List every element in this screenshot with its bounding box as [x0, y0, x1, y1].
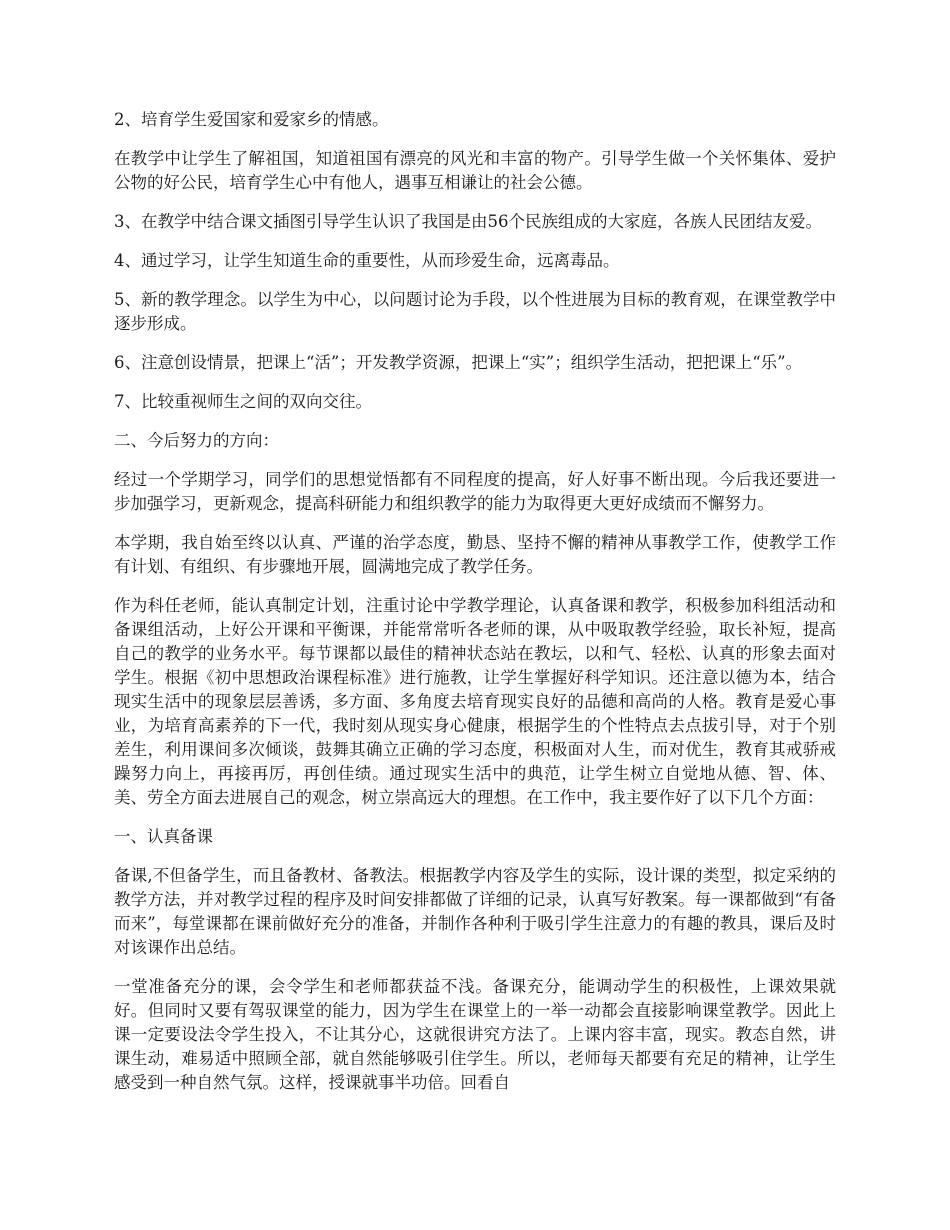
- paragraph-motherland: 在教学中让学生了解祖国，知道祖国有漂亮的风光和丰富的物产。引导学生做一个关怀集体、爱护公物的好公民，培育学生心中有他人，遇事互相谦让的社会公德。: [114, 149, 836, 192]
- paragraph-work-attitude: 本学期，我自始至终以认真、严谨的治学态度，勤恳、坚持不懈的精神从事教学工作，使教学工作有计划、有组织、有步骤地开展，圆满地完成了教学任务。: [114, 533, 836, 576]
- paragraph-semester-summary: 经过一个学期学习，同学们的思想觉悟都有不同程度的提高，好人好事不断出现。今后我还要进一步加强学习，更新观念，提高科研能力和组织教学的能力为取得更大更好成绩而不懈努力。: [114, 470, 836, 513]
- paragraph-teacher-role: 作为科任老师，能认真制定计划，注重讨论中学教学理论，认真备课和教学，积极参加科组活动和备课组活动，上好公开课和平衡课，并能常常听各老师的课，从中吸取教学经验，取长补短，提高自己的教学的业务水平。每节课都以最佳的精神状态站在教坛，以和气、轻松、认真的形象去面对学生。根据《初中思想政治课程标准》进行施教，让学生掌握好科学知识。还注意以德为本，结合现实生活中的现象层层善诱，多方面、多角度去培育现实良好的品德和高尚的人格。教育是爱心事业，为培育高素养的下一代，我时刻从现实身心健康，根据学生的个性特点去点拔引导，对于个别差生，利用课间多次倾谈，鼓舞其确立正确的学习态度，积极面对人生，而对优生，教育其戒骄戒躁努力向上，再接再厉，再创佳绩。通过现实生活中的典范，让学生树立自觉地从德、智、体、美、劳全方面去进展自己的观念，树立崇高远大的理想。在工作中，我主要作好了以下几个方面：: [114, 596, 836, 807]
- paragraph-lesson-prep-details: 备课,不但备学生，而且备教材、备教法。根据教学内容及学生的实际，设计课的类型，拟定采纳的教学方法，并对教学过程的程序及时间安排都做了详细的记录，认真写好教案。每一课都做到“有备而来”，每堂课都在课前做好充分的准备，并制作各种利于吸引学生注意力的有趣的教具，课后及时对该课作出总结。: [114, 866, 836, 957]
- section-heading-future-direction: 二、今后努力的方向：: [114, 431, 279, 450]
- paragraph-goal-5-teaching-philosophy: 5、新的教学理念。以学生为中心，以问题讨论为手段，以个性进展为目标的教育观，在课堂教学中逐步形成。: [114, 290, 836, 333]
- paragraph-goal-6-scenarios: 6、注意创设情景，把课上“活”；开发教学资源，把课上“实”；组织学生活动，把把课上“乐”。: [114, 353, 803, 372]
- section-heading-lesson-prep: 一、认真备课: [114, 827, 213, 846]
- paragraph-goal-4-life: 4、通过学习，让学生知道生命的重要性，从而珍爱生命，远离毒品。: [114, 251, 620, 270]
- paragraph-goal-3-ethnic-groups: 3、在教学中结合课文插图引导学生认识了我国是由56个民族组成的大家庭，各族人民团结友爱。: [114, 212, 822, 231]
- paragraph-well-prepared-class: 一堂准备充分的课，会令学生和老师都获益不浅。备课充分，能调动学生的积极性，上课效果就好。但同时又要有驾驭课堂的能力，因为学生在课堂上的一举一动都会直接影响课堂教学。因此上课一定要设法令学生投入，不让其分心，这就很讲究方法了。上课内容丰富，现实。教态自然，讲课生动，难易适中照顾全部，就自然能够吸引住学生。所以，老师每天都要有充足的精神，让学生感受到一种自然气氛。这样，授课就事半功倍。回看自: [114, 977, 836, 1092]
- paragraph-goal-2-patriotism: 2、培育学生爱国家和爱家乡的情感。: [114, 110, 389, 129]
- paragraph-goal-7-interaction: 7、比较重视师生之间的双向交往。: [114, 392, 372, 411]
- document-body: [114, 108, 836, 1110]
